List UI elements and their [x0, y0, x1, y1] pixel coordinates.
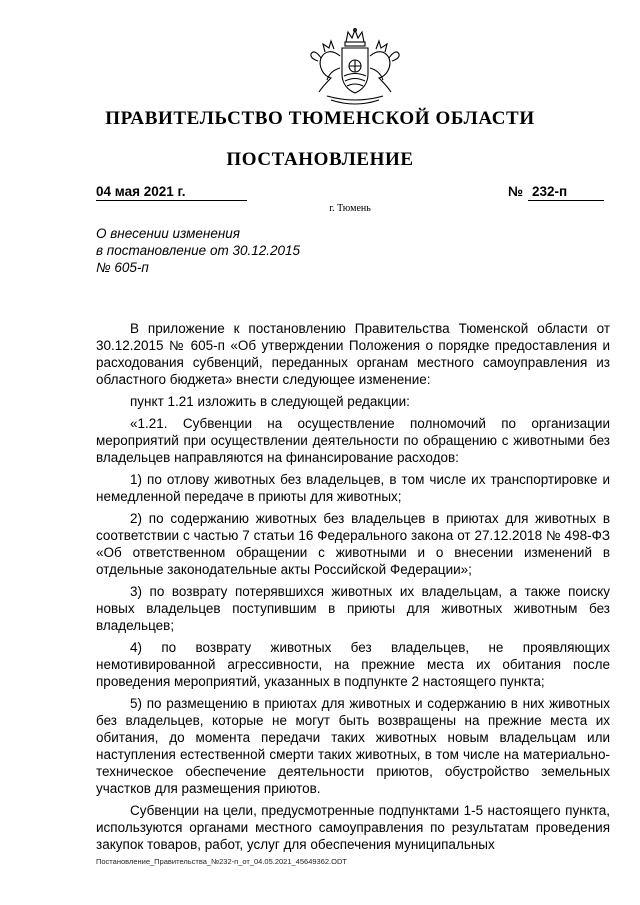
body-paragraph: 2) по содержанию животных без владельцев в приютах для животных в соответствии с частью 7 статьи 16 Федерального закона от 27.12.2018 № 498-ФЗ «Об ответственном обращении с животными и о внесении изменений в отдельные законодательные акты Российской Федерации»; — [96, 511, 610, 577]
document-body — [96, 320, 610, 858]
document-number — [528, 184, 604, 201]
document-footer-filename: Постановление_Правительства_№232-п_от_04.05.2021_45649362.ODT — [96, 857, 347, 866]
government-title: ПРАВИТЕЛЬСТВО ТЮМЕНСКОЙ ОБЛАСТИ — [105, 108, 535, 129]
subject-line: О внесении изменения — [96, 226, 241, 241]
body-paragraph: «1.21. Субвенции на осуществление полномочий по организации мероприятий при осуществлении деятельности по обращению с животными без владельцев направляются на финансирование расходов: — [96, 416, 610, 465]
body-paragraph: 5) по размещению в приютах для животных и содержанию в них животных без владельцев, которые не могут быть возвращены на прежние места их обитания, до момента передачи таких животных новым владельцам или наступления естественной смерти таких животных, в том числе на материально-техническое обеспечение деятельности приютов, обустройство земельных участков для размещения приютов. — [96, 696, 610, 796]
city-label: г. Тюмень — [329, 203, 371, 214]
body-paragraph: В приложение к постановлению Правительства Тюменской области от 30.12.2015 № 605-п «Об утверждении Положения о порядке предоставления и расходования субвенций, переданных органам местного самоуправления из областного бюджета» внести следующее изменение: — [96, 321, 610, 387]
subject-line: № 605-п — [96, 260, 149, 275]
number-label: № — [508, 184, 524, 199]
body-paragraph: 3) по возврату потерявшихся животных их владельцам, а также поиску новых владельцев поступившим в приюты для животных животным без владельцев; — [96, 584, 610, 633]
coat-of-arms-icon — [309, 28, 401, 110]
body-paragraph: пункт 1.21 изложить в следующей редакции: — [130, 394, 410, 409]
document-subject — [96, 225, 300, 276]
document-type-title: ПОСТАНОВЛЕНИЕ — [226, 149, 414, 170]
subject-line: в постановление от 30.12.2015 — [96, 243, 301, 258]
body-paragraph: 1) по отлову животных без владельцев, в том числе их транспортировке и немедленной передаче в приюты для животных; — [96, 472, 610, 504]
document-number-value: 232-п — [532, 184, 568, 199]
document-date: 04 мая 2021 г. — [96, 184, 247, 201]
body-paragraph: Субвенции на цели, предусмотренные подпунктами 1-5 настоящего пункта, используются органами местного самоуправления по результатам проведения закупок товаров, работ, услуг для обеспечения муниципальных — [96, 803, 610, 852]
body-paragraph: 4) по возврату животных без владельцев, не проявляющих немотивированной агрессивности, на прежние места их обитания после проведения мероприятий, указанных в подпункте 2 настоящего пункта; — [96, 640, 610, 689]
